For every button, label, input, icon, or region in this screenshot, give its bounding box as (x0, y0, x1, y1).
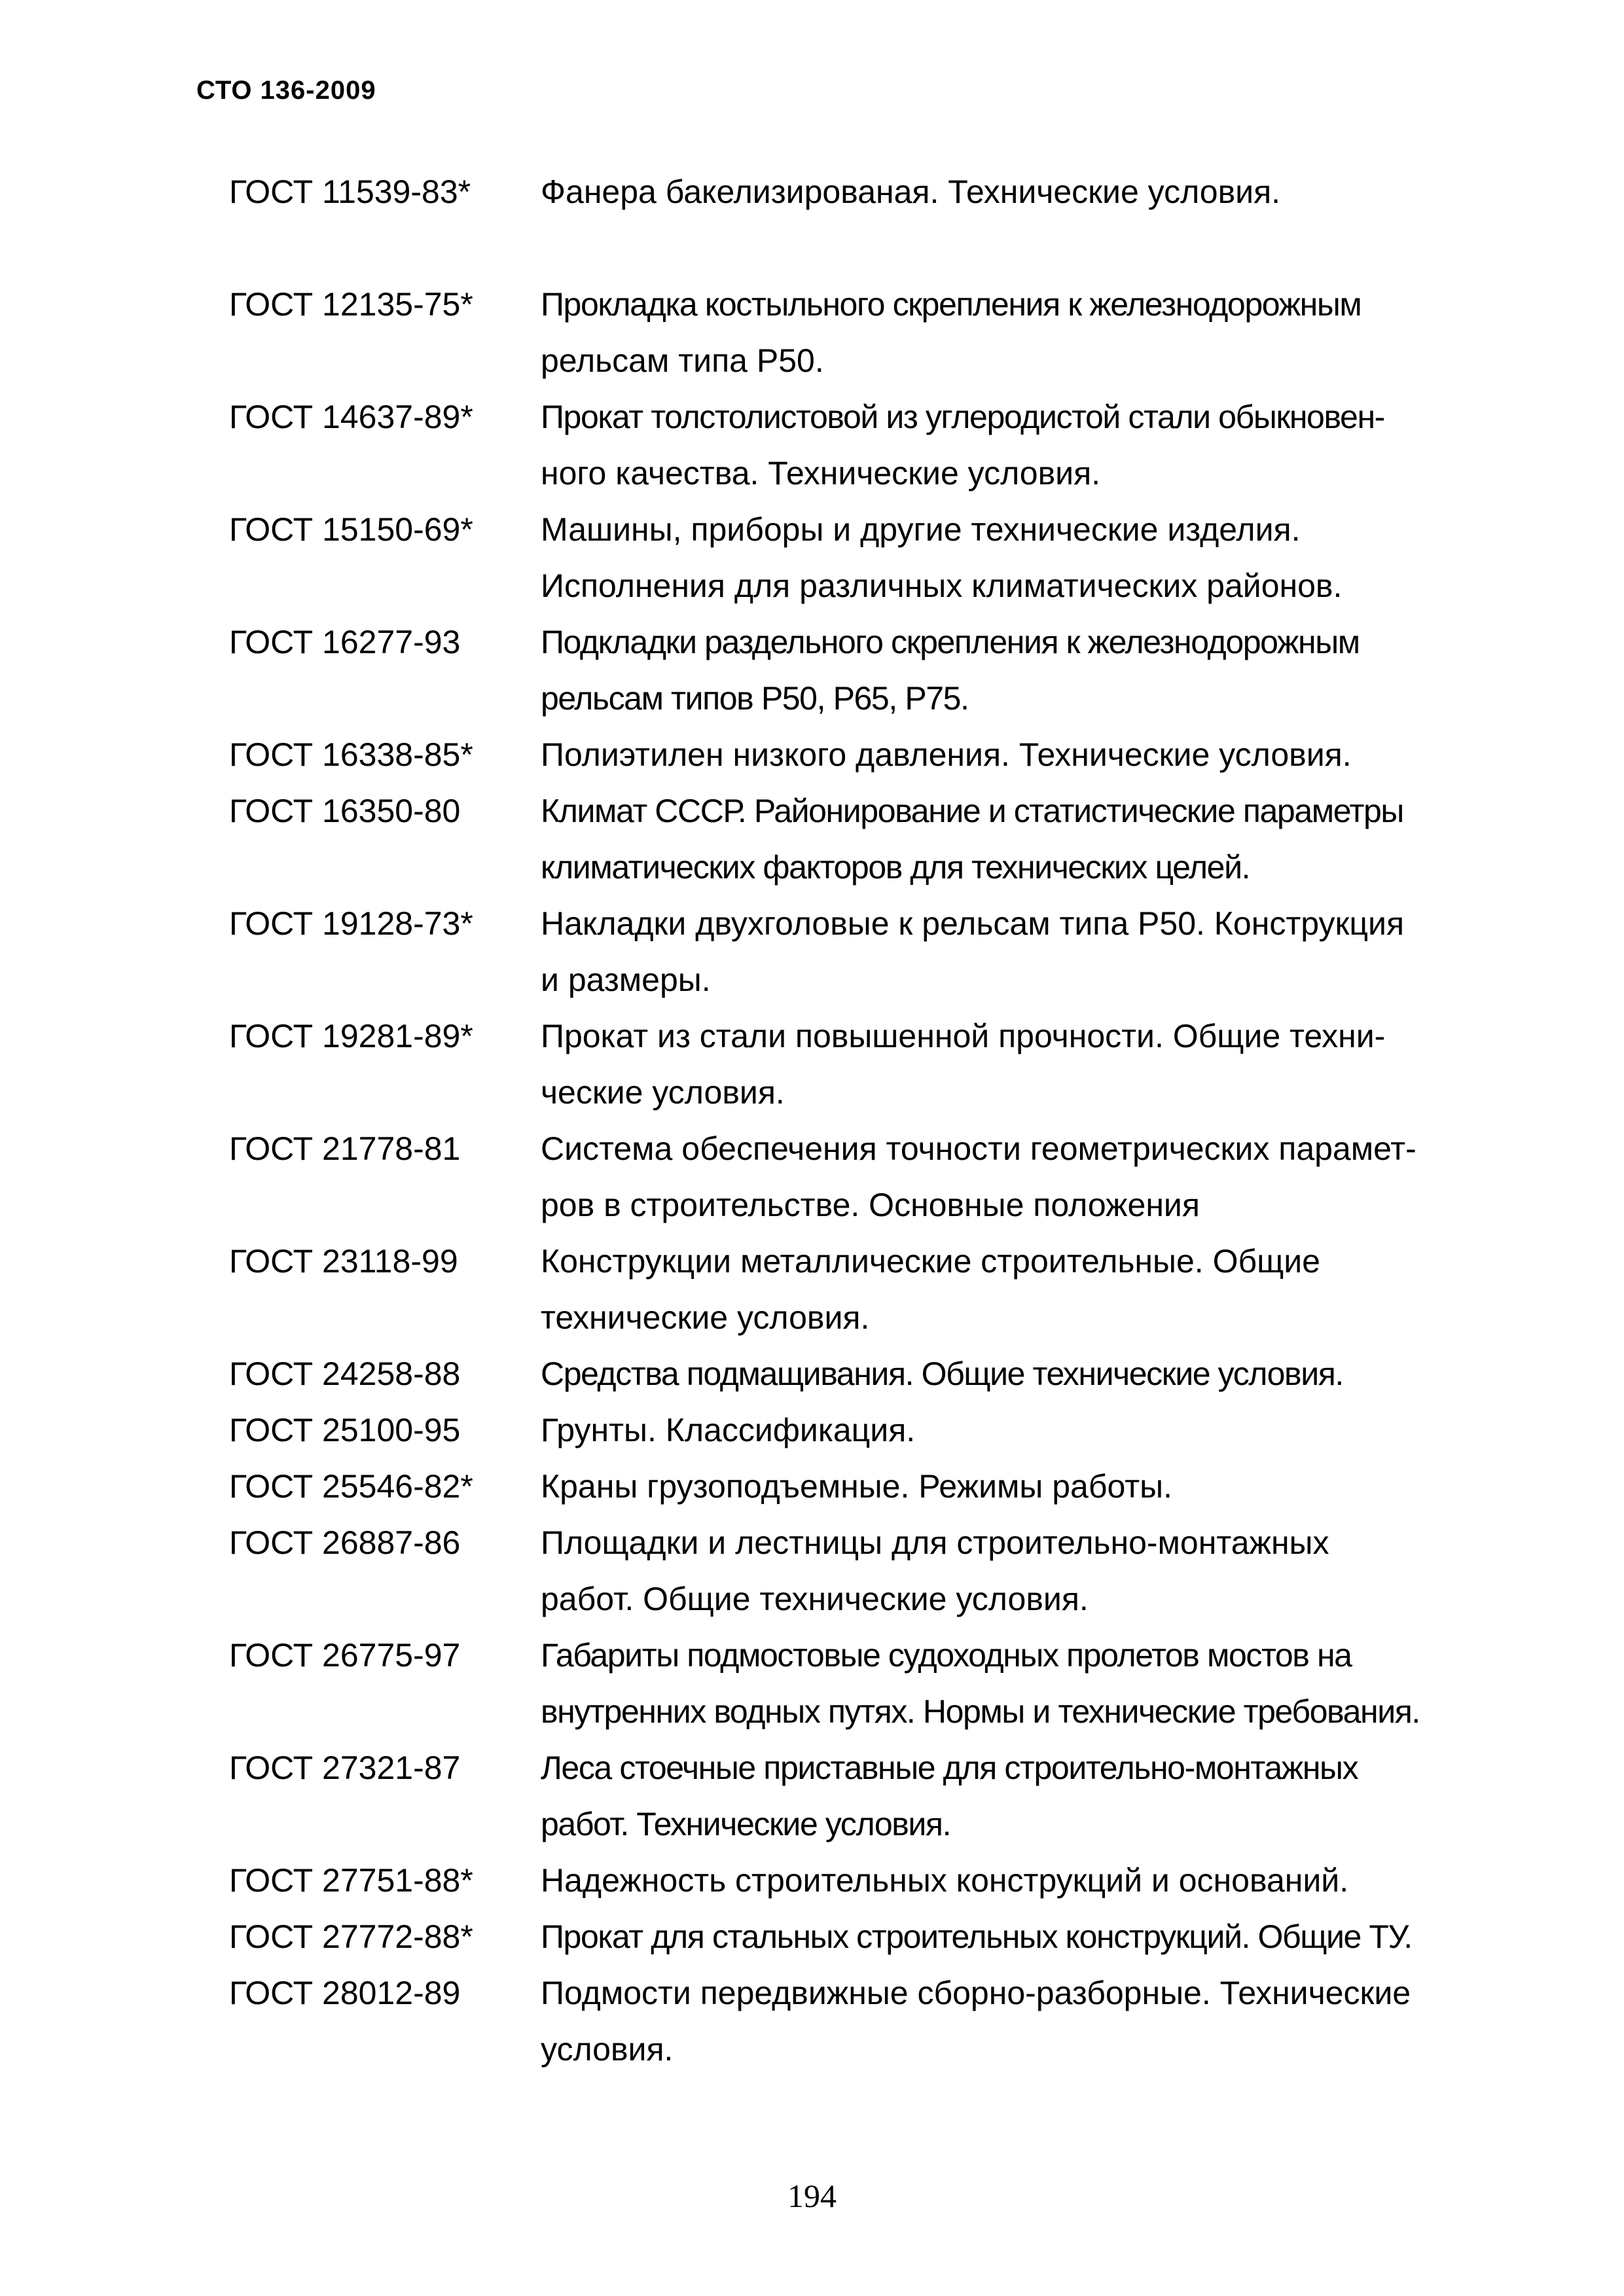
standard-title-line: работ. Общие технические условия. (541, 1581, 1089, 1617)
standard-title-line: Леса стоечные приставные для строительно-монтажных (541, 1749, 1358, 1786)
standard-title-line: ного качества. Технические условия. (541, 455, 1101, 492)
standard-title-line: и размеры. (541, 961, 711, 998)
standard-title-line: работ. Технические условия. (541, 1806, 951, 1842)
document-code-header: СТО 136-2009 (196, 76, 376, 105)
list-item (229, 1121, 1499, 1233)
standard-title-line: рельсам типа Р50. (541, 342, 824, 379)
standard-title-line: Площадки и лестницы для строительно-монтажных (541, 1524, 1329, 1561)
standard-code: ГОСТ 28012-89 (229, 1975, 461, 2011)
standard-code: ГОСТ 16338-85* (229, 736, 473, 773)
list-item (229, 1402, 1499, 1458)
standard-title (541, 1740, 1499, 1852)
standard-code: ГОСТ 24258-88 (229, 1355, 461, 1392)
standard-title-line: Полиэтилен низкого давления. Технические условия. (541, 736, 1352, 773)
standard-title-line: ческие условия. (541, 1074, 785, 1111)
list-item (229, 164, 1499, 220)
standard-title-line: Грунты. Классификация. (541, 1412, 916, 1448)
standard-title (541, 1909, 1499, 1965)
normative-references-list (229, 164, 1499, 2077)
standard-title (541, 1458, 1499, 1515)
standard-title (541, 895, 1499, 1008)
standard-title-line: Подкладки раздельного скрепления к железнодорожным (541, 624, 1360, 660)
standard-code: ГОСТ 21778-81 (229, 1130, 461, 1167)
standard-title-line: Конструкции металлические строительные. Общие (541, 1243, 1320, 1280)
standard-title-line: Фанера бакелизированая. Технические условия. (541, 173, 1281, 210)
list-item (229, 1458, 1499, 1515)
list-item (229, 1852, 1499, 1909)
list-item (229, 895, 1499, 1008)
standard-title-line: технические условия. (541, 1299, 870, 1336)
standard-title (541, 1233, 1499, 1346)
standard-title-line: Габариты подмостовые судоходных пролетов мостов на (541, 1637, 1352, 1674)
page-number: 194 (787, 2178, 837, 2214)
standard-title (541, 1008, 1499, 1121)
standard-code: ГОСТ 19128-73* (229, 905, 473, 942)
list-item (229, 1627, 1499, 1740)
standard-title-line: рельсам типов Р50, Р65, Р75. (541, 680, 969, 717)
standard-title-line: Машины, приборы и другие технические изделия. (541, 511, 1301, 548)
standard-code: ГОСТ 27772-88* (229, 1918, 473, 1955)
list-item (229, 1740, 1499, 1852)
standard-code: ГОСТ 27321-87 (229, 1749, 461, 1786)
list-item (229, 1515, 1499, 1627)
standard-title-line: условия. (541, 2031, 674, 2068)
standard-title (541, 1402, 1499, 1458)
list-item (229, 389, 1499, 501)
standard-code: ГОСТ 26887-86 (229, 1524, 461, 1561)
standard-title (541, 1627, 1499, 1740)
standard-title-line: Прокат из стали повышенной прочности. Общие техни- (541, 1018, 1386, 1054)
list-item (229, 1909, 1499, 1965)
standard-code: ГОСТ 27751-88* (229, 1862, 473, 1899)
standard-title (541, 501, 1499, 614)
standard-title-line: Прокат толстолистовой из углеродистой стали обыкновен- (541, 399, 1384, 435)
list-item (229, 783, 1499, 895)
standard-title (541, 1346, 1499, 1402)
standard-title-line: внутренних водных путях. Нормы и технические требования. (541, 1693, 1420, 1730)
standard-code: ГОСТ 12135-75* (229, 286, 473, 323)
list-item (229, 1346, 1499, 1402)
standard-title (541, 1852, 1499, 1909)
standard-title (541, 783, 1499, 895)
standard-title (541, 1965, 1499, 2077)
list-item (229, 276, 1499, 389)
standard-code: ГОСТ 25546-82* (229, 1468, 473, 1505)
list-item (229, 726, 1499, 783)
standard-code: ГОСТ 16277-93 (229, 624, 461, 660)
standard-code: ГОСТ 15150-69* (229, 511, 473, 548)
standard-code: ГОСТ 25100-95 (229, 1412, 461, 1448)
standard-code: ГОСТ 19281-89* (229, 1018, 473, 1054)
standard-title (541, 726, 1499, 783)
standard-title-line: Система обеспечения точности геометрических парамет- (541, 1130, 1416, 1167)
standard-title-line: Надежность строительных конструкций и оснований. (541, 1862, 1349, 1899)
standard-title-line: Накладки двухголовые к рельсам типа Р50. Конструкция (541, 905, 1405, 942)
standard-title (541, 614, 1499, 726)
standard-title-line: Исполнения для различных климатических районов. (541, 567, 1343, 604)
standard-title (541, 164, 1499, 220)
standard-code: ГОСТ 14637-89* (229, 399, 473, 435)
list-item (229, 1233, 1499, 1346)
standard-title (541, 276, 1499, 389)
standard-code: ГОСТ 16350-80 (229, 793, 461, 829)
standard-code: ГОСТ 26775-97 (229, 1637, 461, 1674)
list-item (229, 614, 1499, 726)
standard-title-line: Прокат для стальных строительных конструкций. Общие ТУ. (541, 1918, 1412, 1955)
list-item (229, 501, 1499, 614)
standard-title (541, 389, 1499, 501)
standard-title-line: ров в строительстве. Основные положения (541, 1187, 1200, 1223)
standard-title-line: климатических факторов для технических целей. (541, 849, 1250, 886)
standard-code: ГОСТ 11539-83* (229, 173, 471, 210)
standard-title-line: Прокладка костыльного скрепления к железнодорожным (541, 286, 1362, 323)
list-item (229, 1008, 1499, 1121)
standard-title-line: Краны грузоподъемные. Режимы работы. (541, 1468, 1172, 1505)
standard-code: ГОСТ 23118-99 (229, 1243, 458, 1280)
standard-title-line: Подмости передвижные сборно-разборные. Технические (541, 1975, 1411, 2011)
standard-title-line: Средства подмащивания. Общие технические условия. (541, 1355, 1343, 1392)
standard-title (541, 1515, 1499, 1627)
standard-title (541, 1121, 1499, 1233)
list-item (229, 1965, 1499, 2077)
standard-title-line: Климат СССР. Районирование и статистические параметры (541, 793, 1403, 829)
